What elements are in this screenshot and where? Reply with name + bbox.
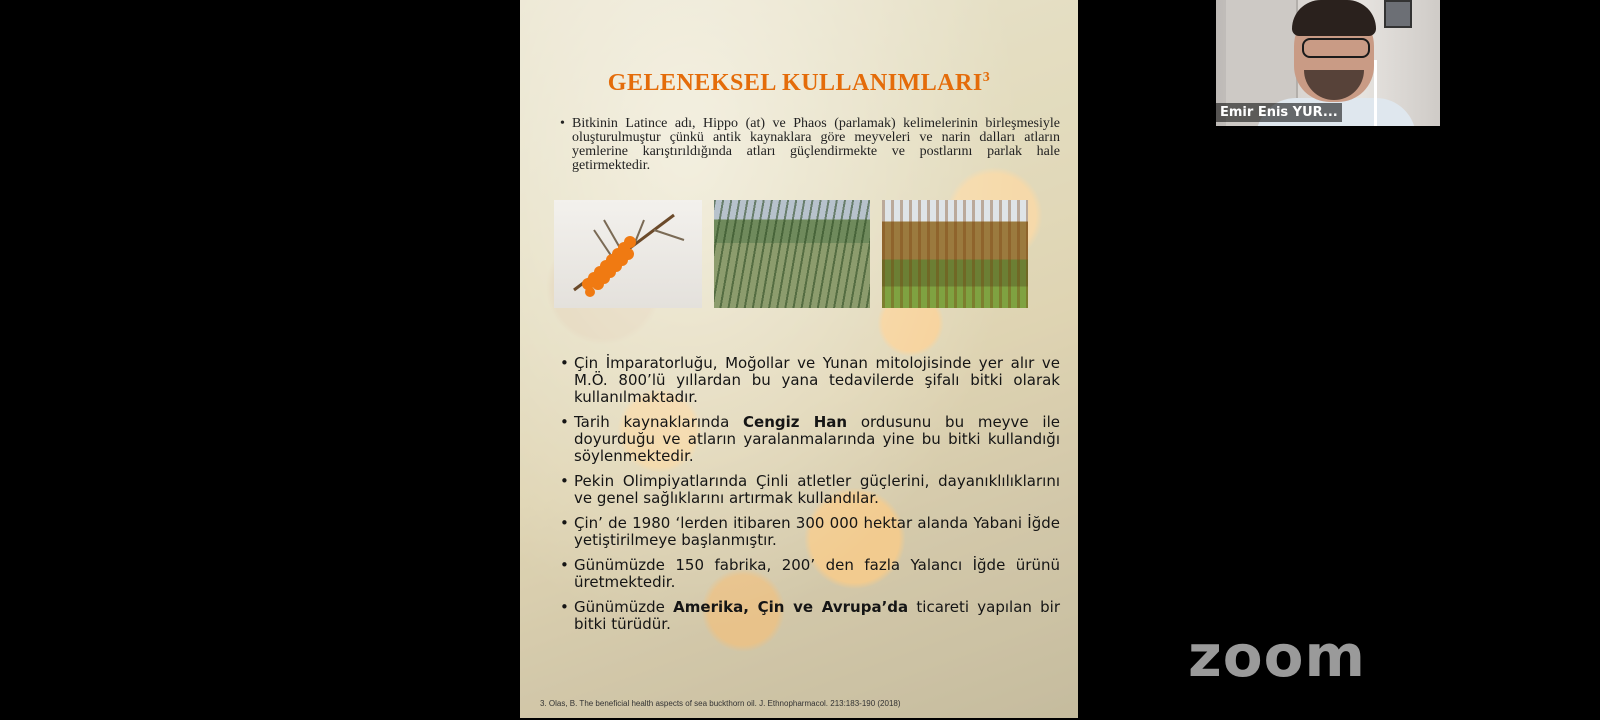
sea-buckthorn-branch-photo xyxy=(554,200,702,308)
list-item xyxy=(560,355,1060,406)
photo-row xyxy=(554,200,1034,308)
bullet-dot: • xyxy=(560,556,569,574)
intro-text: Bitkinin Latince adı, Hippo (at) ve Phaos (parlamak) kelimelerinin birleşmesiyle oluşturulmuştur çünkü antik kaynaklara göre meyveleri ve narin dalları atların yemlerine karıştırıldığında atları güçlendirmekte ve postlarını parlak hale getirmektedir. xyxy=(572,116,1060,173)
list-item xyxy=(560,515,1060,549)
intro-bullet: • xyxy=(560,116,565,131)
slide-title-text: GELENEKSEL KULLANIMLARI xyxy=(607,70,983,96)
zoom-logo: zoom xyxy=(1188,622,1366,690)
bullet-text: Tarih kaynaklarında xyxy=(574,413,744,431)
bullet-text: Günümüzde xyxy=(574,598,674,616)
bullet-dot: • xyxy=(560,598,569,616)
list-item xyxy=(560,414,1060,465)
facts-list xyxy=(560,355,1060,641)
bullet-dot: • xyxy=(560,413,569,431)
participant-glasses xyxy=(1302,38,1370,58)
participant-hair xyxy=(1292,0,1376,36)
slide-title xyxy=(520,70,1078,97)
bullet-text: Çin’ de 1980 ‘lerden itibaren 300 000 hektar alanda Yabani İğde yetiştirilmeye başlanmıştır. xyxy=(574,514,1060,549)
wall-picture xyxy=(1384,0,1412,28)
list-item xyxy=(560,599,1060,633)
bullet-dot: • xyxy=(560,514,569,532)
bullet-text: ordusunu bu meyve ile doyurduğu ve atların yaralanmalarında yine bu bitki kullandığı söylenmektedir. xyxy=(574,413,1060,465)
intro-paragraph xyxy=(560,117,1060,173)
earbud-cable xyxy=(1374,60,1377,126)
slide-footnote: 3. Olas, B. The beneficial health aspects of sea buckthorn oil. J. Ethnopharmacol. 213:183-190 (2018) xyxy=(540,699,901,708)
bullet-text: ticareti yapılan bir bitki türüdür. xyxy=(574,598,1061,633)
bullet-emphasis: Amerika, Çin ve Avrupa’da xyxy=(673,598,909,616)
shared-slide xyxy=(520,0,1078,718)
list-item xyxy=(560,473,1060,507)
orchard-aerial-photo xyxy=(714,200,870,308)
participant-video-tile[interactable] xyxy=(1216,0,1440,126)
bullet-emphasis: Cengiz Han xyxy=(743,413,848,431)
bullet-text: Pekin Olimpiyatlarında Çinli atletler güçlerini, dayanıklılıklarını ve genel sağlıklarını artırmak kullandılar. xyxy=(574,472,1060,507)
berry-branch-illustration xyxy=(554,200,702,308)
bullet-text: Günümüzde 150 fabrika, 200’ den fazla Yalancı İğde ürünü üretmektedir. xyxy=(574,556,1060,591)
participant-name-label: Emir Enis YUR... xyxy=(1216,103,1342,122)
bullet-dot: • xyxy=(560,472,569,490)
slide-title-superscript: 3 xyxy=(982,70,991,85)
bullet-dot: • xyxy=(560,354,569,372)
orchard-row-photo xyxy=(882,200,1028,308)
list-item xyxy=(560,557,1060,591)
bullet-text: Çin İmparatorluğu, Moğollar ve Yunan mitolojisinde yer alır ve M.Ö. 800’lü yıllardan bu yana tedavilerde şifalı bitki olarak kullanılmaktadır. xyxy=(574,354,1060,406)
